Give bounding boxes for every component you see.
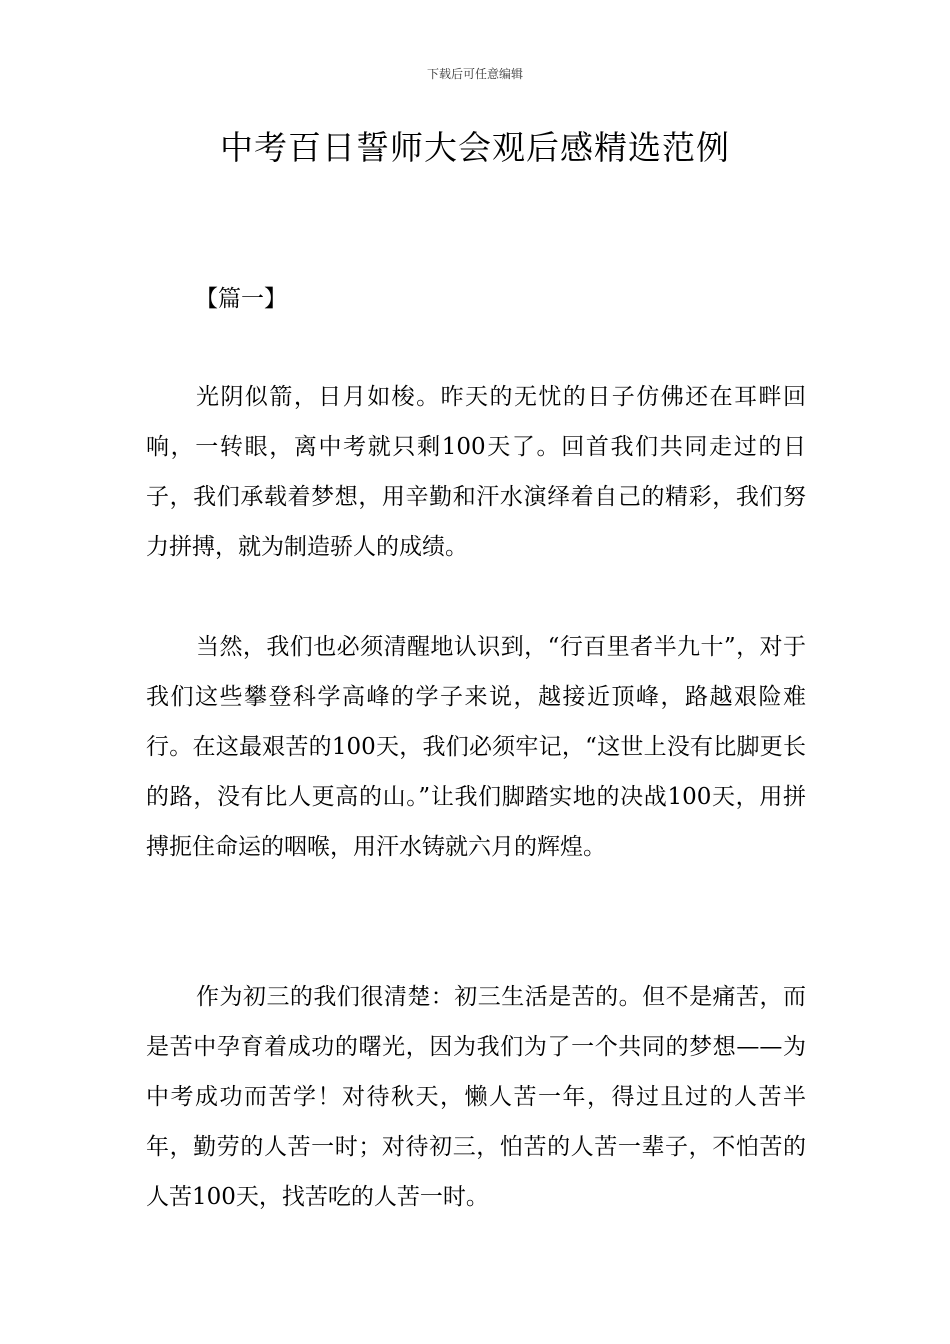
section-heading: 【篇一】 (195, 286, 287, 312)
paragraph-1: 光阴似箭，日月如梭。昨天的无忧的日子仿佛还在耳畔回响，一转眼，离中考就只剩100天了。回首我们共同走过的日子，我们承载着梦想，用辛勤和汗水演绎着自己的精彩，我们努力拼搏，就为制造骄人的成绩。 (146, 384, 806, 560)
header-note: 下载后可任意编辑 (426, 67, 523, 81)
document-title: 中考百日誓师大会观后感精选范例 (220, 128, 730, 167)
paragraph-2: 当然，我们也必须清醒地认识到，“行百里者半九十”，对于我们这些攀登科学高峰的学子来说，越接近顶峰，路越艰险难行。在这最艰苦的100天，我们必须牢记，“这世上没有比脚更长的路，没有比人更高的山。”让我们脚踏实地的决战100天，用拼搏扼住命运的咽喉，用汗水铸就六月的辉煌。 (146, 634, 806, 860)
paragraph-3: 作为初三的我们很清楚：初三生活是苦的。但不是痛苦，而是苦中孕育着成功的曙光，因为我们为了一个共同的梦想——为中考成功而苦学！对待秋天，懒人苦一年，得过且过的人苦半年，勤劳的人苦一时；对待初三，怕苦的人苦一辈子，不怕苦的人苦100天，找苦吃的人苦一时。 (146, 984, 806, 1210)
